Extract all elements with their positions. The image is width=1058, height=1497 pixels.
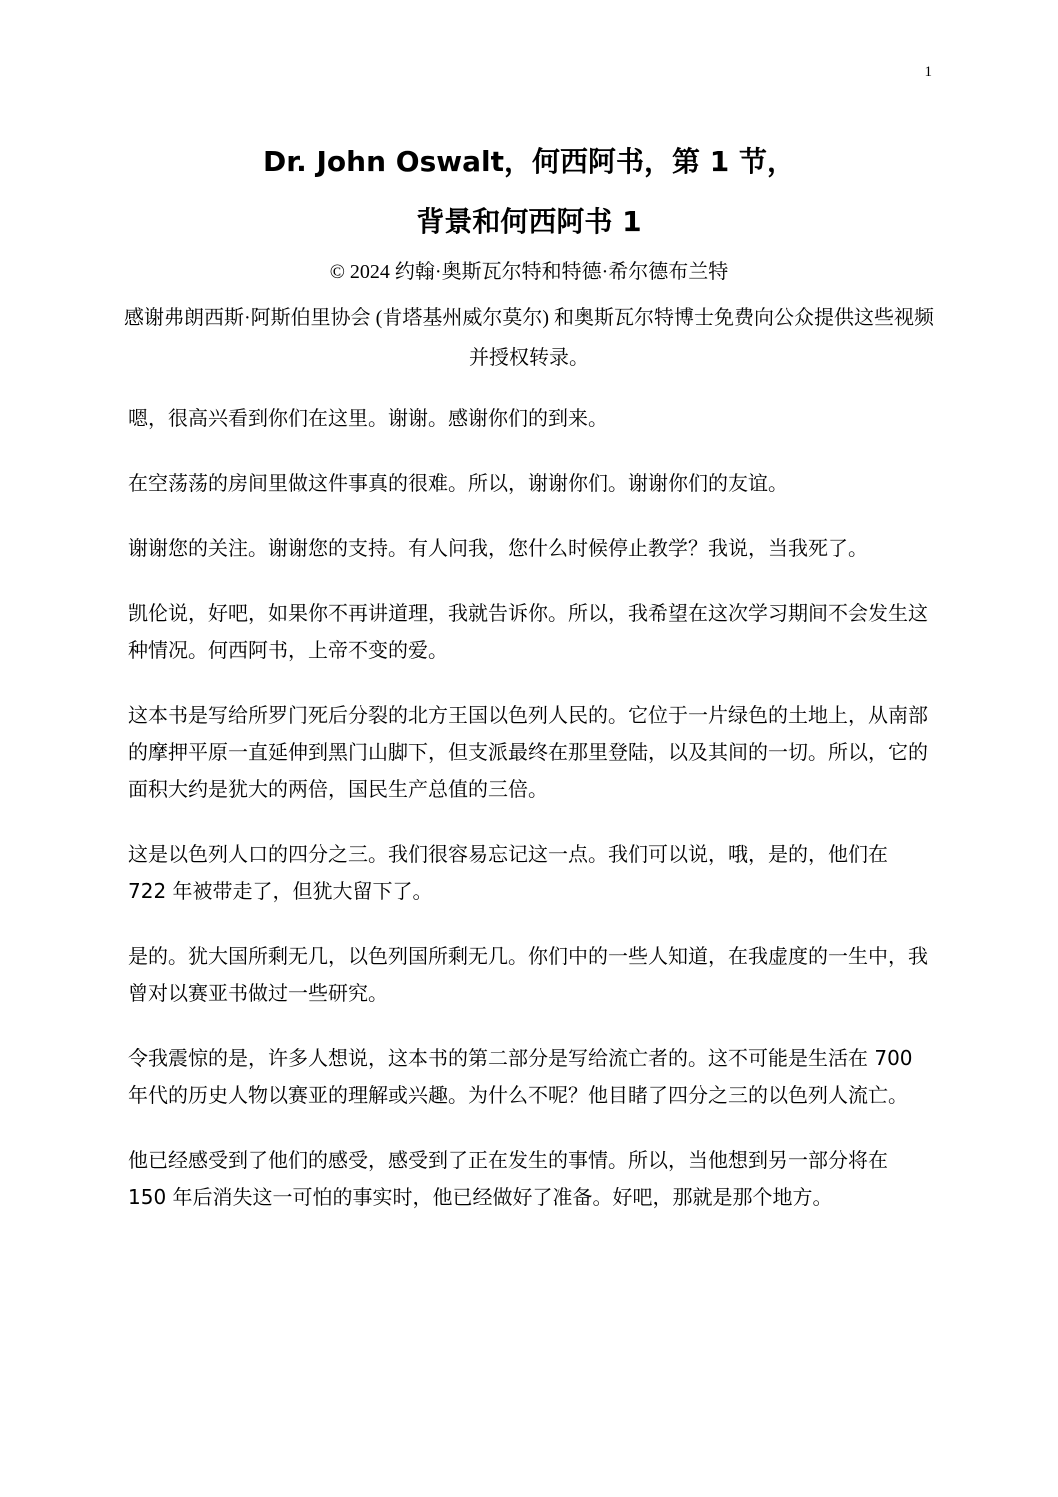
title-line-1: Dr. John Oswalt，何西阿书，第 1 节，	[263, 145, 795, 178]
paragraph: 这本书是写给所罗门死后分裂的北方王国以色列人民的。它位于一片绿色的土地上，从南部的摩押平原一直延伸到黑门山脚下，但支派最终在那里登陆，以及其间的一切。所以，它的面积大约是犹大的两倍，国民生产总值的三倍。	[128, 703, 928, 801]
paragraph: 凯伦说，好吧，如果你不再讲道理，我就告诉你。所以，我希望在这次学习期间不会发生这种情况。何西阿书，上帝不变的爱。	[128, 601, 928, 662]
page-number: 1	[924, 64, 932, 80]
paragraph: 这是以色列人口的四分之三。我们很容易忘记这一点。我们可以说，哦，是的，他们在 722 年被带走了，但犹大留下了。	[128, 842, 888, 903]
transcript-body	[128, 400, 928, 1244]
acknowledgement: 感谢弗朗西斯·阿斯伯里协会 (肯塔基州威尔莫尔) 和奥斯瓦尔特博士免费向公众提供这些视频并授权转录。	[124, 307, 934, 369]
paragraph: 是的。犹大国所剩无几，以色列国所剩无几。你们中的一些人知道，在我虚度的一生中，我曾对以赛亚书做过一些研究。	[128, 944, 928, 1005]
paragraph: 他已经感受到了他们的感受，感受到了正在发生的事情。所以，当他想到另一部分将在 150 年后消失这一可怕的事实时，他已经做好了准备。好吧，那就是那个地方。	[128, 1148, 888, 1209]
paragraph: 谢谢您的关注。谢谢您的支持。有人问我，您什么时候停止教学？我说，当我死了。	[128, 536, 868, 560]
paragraph: 令我震惊的是，许多人想说，这本书的第二部分是写给流亡者的。这不可能是生活在 700 年代的历史人物以赛亚的理解或兴趣。为什么不呢？他目睹了四分之三的以色列人流亡。	[128, 1046, 913, 1107]
title-line-2: 背景和何西阿书 1	[416, 205, 642, 238]
paragraph: 嗯，很高兴看到你们在这里。谢谢。感谢你们的到来。	[128, 406, 608, 430]
copyright-line: © 2024 约翰·奥斯瓦尔特和特德·希尔德布兰特	[329, 261, 729, 283]
paragraph: 在空荡荡的房间里做这件事真的很难。所以，谢谢你们。谢谢你们的友谊。	[128, 471, 788, 495]
